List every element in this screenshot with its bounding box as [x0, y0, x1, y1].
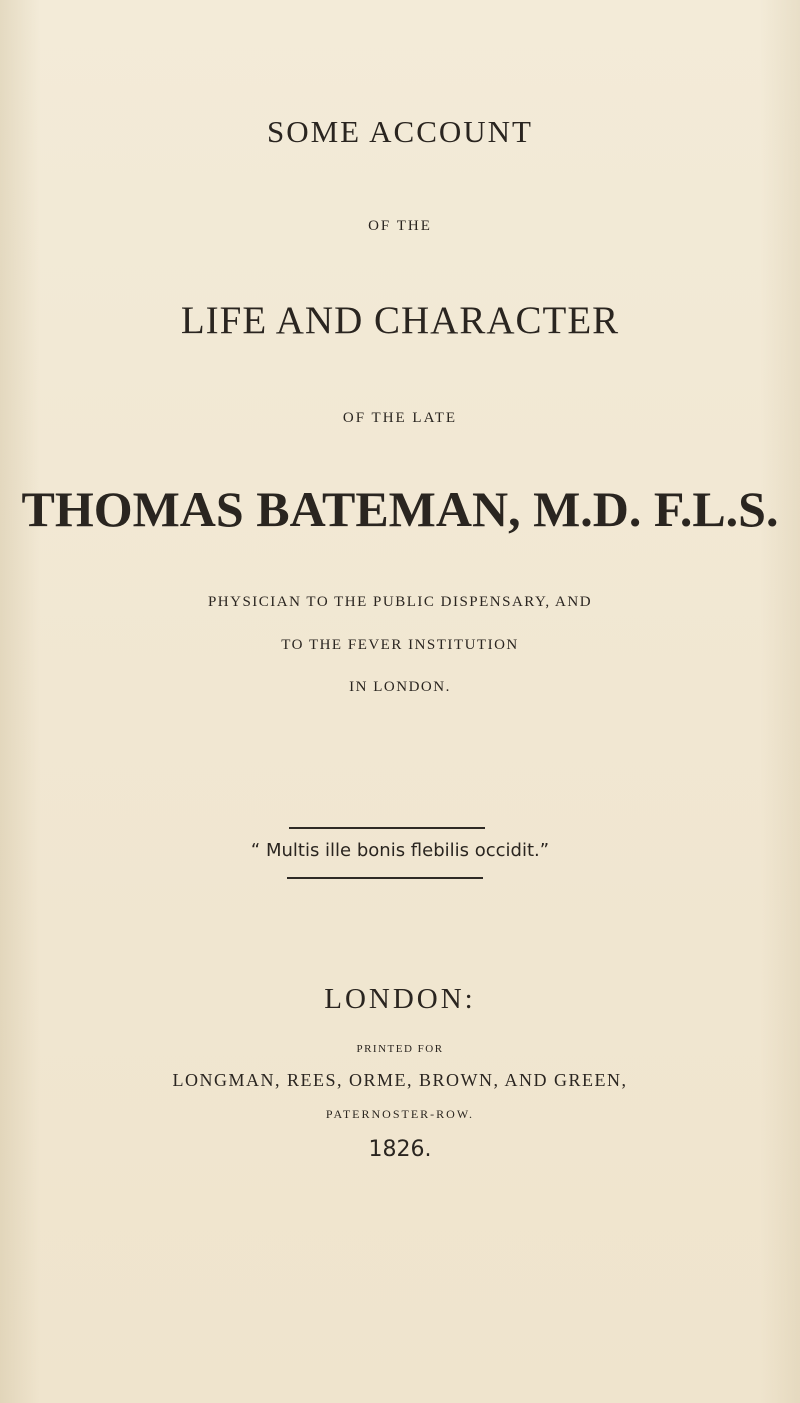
motto-rule-top [289, 827, 485, 829]
description-line-2: TO THE FEVER INSTITUTION [281, 637, 519, 653]
title-line-life-and-character: LIFE AND CHARACTER [180, 299, 620, 342]
motto: “ Multis ille bonis flebilis occidit.” [250, 840, 550, 861]
imprint-printed-for: PRINTED FOR [356, 1043, 444, 1055]
imprint-year: 1826. [368, 1137, 432, 1162]
title-line-some-account: SOME ACCOUNT [266, 114, 533, 149]
imprint-address: PATERNOSTER-ROW. [325, 1107, 475, 1121]
imprint-publishers: LONGMAN, REES, ORME, BROWN, AND GREEN, [172, 1070, 628, 1090]
imprint-place: LONDON: [324, 983, 476, 1015]
motto-rule-bottom [287, 877, 483, 879]
description-line-3: IN LONDON. [349, 679, 451, 695]
description-line-1: PHYSICIAN TO THE PUBLIC DISPENSARY, AND [207, 594, 593, 610]
title-line-of-the-late: OF THE LATE [342, 410, 458, 426]
title-line-of-the: OF THE [368, 218, 432, 234]
subject-name: THOMAS BATEMAN, M.D. F.L.S. [21, 481, 779, 537]
